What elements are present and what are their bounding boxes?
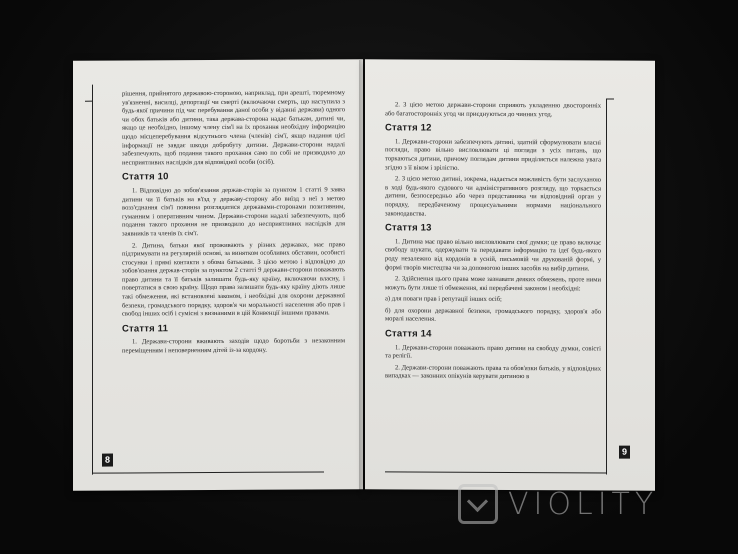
article-heading: Стаття 11 (122, 323, 169, 335)
paragraph: 2. Здійснення цього права може зазнавати деяких обмежень, проте ними можуть бути лише ті обмеження, які передбачені законом і необхідні: (385, 275, 601, 293)
paragraph: 2. Дитина, батьки якої проживають у різних державах, має право підтримувати на регулярній основі, за винятком особливих обставин, особисті стосунки і прямі контакти з обома батьками. З цією метою і відповідно до зобов'язання держав-сторін за пунктом 2 статті 9 держави-сторони поважають право дитини та її батьків залишати будь-яку країну, включаючи власну, і повертатися в свою країну. Щодо права залишати будь-яку країну діють лише такі обмеження, які встановлені законом, і необхідні для охорони державної безпеки, громадського порядку, здоров'я чи моральності населення або прав і свобод інших осіб і сумісні з визнаними в цій Конвенції іншими правами. (122, 240, 345, 318)
paragraph: 1. Держави-сторони поважають право дитини на свободу думки, совісті та релігії. (385, 344, 601, 360)
left-tick-rule (85, 101, 93, 102)
watermark (458, 484, 658, 524)
right-page (365, 59, 655, 491)
paragraph: 2. З цією метою дитині, зокрема, надається можливість бути заслуханою в ході будь-якого судового чи адміністративного розгляду, що торкається дитини, безпосередньо або через представника чи відповідний орган у порядку, передбаченому процесуальними нормами національного законодавства. (385, 175, 601, 218)
article-heading: Стаття 13 (385, 222, 432, 234)
right-tick-rule (606, 99, 614, 100)
left-page-text (122, 89, 345, 359)
violity-logo-icon (458, 484, 498, 524)
paragraph: 1. Відповідно до зобов'язання держав-сторін за пунктом 1 статті 9 заява дитини чи її батьків на в'їзд у державу-сторону або виїзд з неї з метою возз'єднання сім'ї повинна розглядатися державами-сторонами позитивним, гуманним і оперативним чином. Держави-сторони надалі забезпечують, щоб подання такого прохання не призводило до несприятливих наслідків для заявників та членів їх сім'ї. (122, 186, 345, 238)
left-page (73, 59, 363, 491)
paragraph: 1. Держави-сторони забезпечують дитині, здатній сформулювати власні погляди, право вільно висловлювати ці погляди з усіх питань, що торкаються дитини, причому поглядам дитини приділяється належна увага згідно з її віком і зрілістю. (385, 138, 601, 172)
page-number-right: 9 (619, 446, 630, 459)
list-item: б) для охорони державної безпеки, громадського порядку, здоров'я або моралі населення. (385, 307, 601, 324)
open-booklet (73, 60, 657, 490)
article-heading: Стаття 10 (122, 171, 169, 183)
paragraph: 2. З цією метою держави-сторони сприяють укладенню двосторонніх або багатосторонніх угод чи приєднуються до чинних угод. (385, 101, 601, 118)
left-vertical-rule (92, 85, 93, 475)
list-item: а) для поваги прав і репутації інших осіб; (385, 295, 502, 304)
article-heading: Стаття 14 (385, 328, 432, 340)
paragraph: 2. Держави-сторони поважають права та обов'язки батьків, у відповідних випадках — законних опікунів керувати дитиною в (385, 364, 601, 381)
right-bottom-rule (385, 471, 607, 473)
article-heading: Стаття 12 (385, 122, 432, 134)
left-bottom-rule (92, 471, 324, 473)
watermark-text: VIOLITY (508, 486, 659, 522)
page-number-left: 8 (102, 454, 113, 467)
right-vertical-rule (606, 99, 607, 475)
paragraph: 1. Дитина має право вільно висловлювати свої думки; це право включає свободу шукати, одержувати та передавати інформацію та ідеї будь-якого роду незалежно від кордонів в усній, письмовій чи друкованій формі, у формі творів мистецтва чи за допомогою інших засобів на вибір дитини. (385, 238, 601, 272)
paragraph: 1. Держави-сторони вживають заходів щодо боротьби з незаконним переміщенням і неповерненням дітей із-за кордону. (122, 337, 345, 355)
paragraph: рішення, прийнятого державою-стороною, наприклад, при арешті, тюремному ув'язненні, висилці, депортації чи смерті (включаючи смерть, що наступила з будь-якої причини під час перебування даної особи у віданні держави) одного чи обох батьків або дитини, така держава-сторона надає батькам, дитині чи, якщо це необхідно, іншому члену сім'ї на їх прохання необхідну інформацію щодо місцеперебування відсутнього члена (членів) сім'ї, якщо надання цієї інформації не завдає шкоди добробуту дитини. Держави-сторони надалі забезпечують, щоб подання такого прохання само по собі не призводило до несприятливих наслідків для відповідної особи (осіб). (122, 89, 345, 167)
right-page-text (385, 101, 601, 385)
